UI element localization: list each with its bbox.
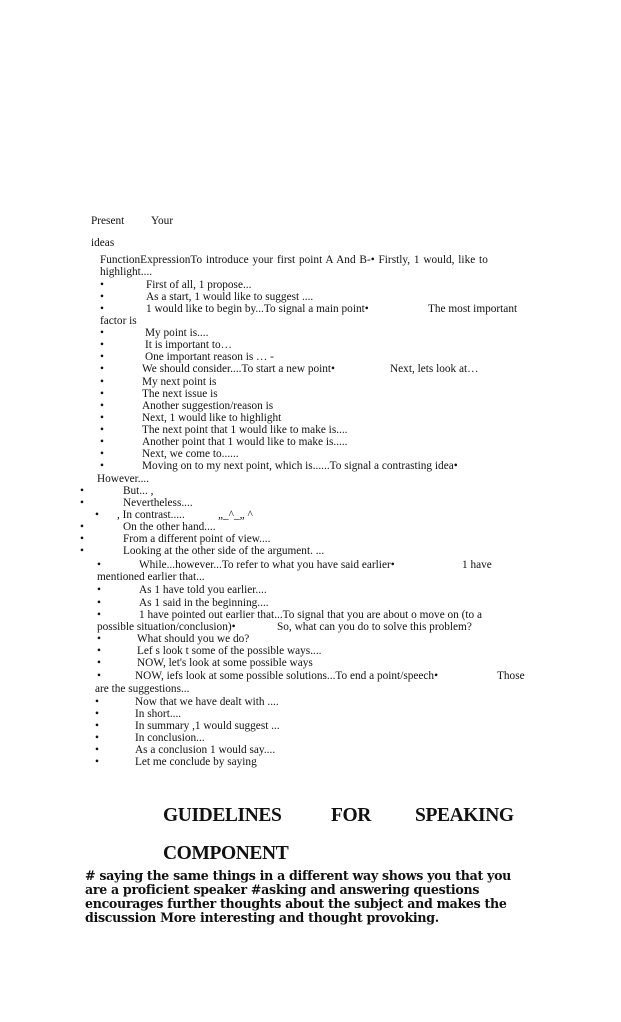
list-item: Next, we come to...... [142,448,239,460]
list-item-continuation: The most important [428,303,518,315]
heading-word-speaking: SPEAKING [415,805,514,826]
bullet: • [100,436,104,448]
list-item: As 1 have told you earlier.... [139,584,267,596]
bullet: • [97,584,101,596]
bullet: • [100,400,104,412]
list-item: Another suggestion/reason is [142,400,274,412]
list-item: The next issue is [142,388,218,400]
present-label: Present [91,215,125,227]
list-item: As a conclusion 1 would say.... [135,744,276,756]
bullet: • [95,708,99,720]
bullet: • [95,720,99,732]
list-item-continuation: „_^_„ ^ [218,509,253,521]
bullet: • [80,485,84,497]
bullet: • [100,291,104,303]
list-item: In summary ,1 would suggest ... [135,720,280,732]
list-item-continuation: So, what can you do to solve this problem? [277,621,472,633]
list-item: On the other hand.... [123,521,216,533]
list-item: First of all, 1 propose... [146,279,252,291]
bullet: • [100,424,104,436]
list-item: In conclusion... [135,732,205,744]
bullet: • [95,756,99,768]
bullet: • [100,279,104,291]
guidelines-paragraph: # saying the same things in a different way shows you that you are a proficient speaker #asking and answering questions encourages further thoughts about the subject and makes the discussion More interesting and thought provoking. [85,868,512,925]
bullet: • [100,460,104,472]
list-item: Nevertheless.... [123,497,193,509]
list-item: From a different point of view.... [123,533,271,545]
bullet: • [95,732,99,744]
bullet: • [97,657,101,669]
bullet: • [95,696,99,708]
bullet: • [100,339,104,351]
heading-word-component: COMPONENT [163,843,289,864]
list-item-continuation: Next, lets look at… [390,363,479,375]
list-item: Another point that 1 would like to make is..... [142,436,348,448]
bullet: • [95,744,99,756]
list-item: Next, 1 would like to highlight [142,412,282,424]
bullet: • [97,597,101,609]
list-item: Moving on to my next point, which is......To signal a contrasting idea• [142,460,458,472]
list-item: 1 would like to begin by...To signal a main point• [146,303,369,315]
bullet: • [95,509,99,521]
list-item-continuation: possible situation/conclusion)• [97,621,236,633]
list-item: While...however...To refer to what you have said earlier• [139,559,395,571]
list-item: It is important to… [145,339,232,351]
heading-word-for: FOR [331,805,371,826]
list-item: We should consider....To start a new point• [142,363,336,375]
bullet: • [97,609,101,621]
list-item-continuation: Those [497,670,525,682]
list-item: As a start, 1 would like to suggest .... [146,291,314,303]
list-item-continuation: factor is [100,315,137,327]
list-item: NOW, iefs look at some possible solutions...To end a point/speech• [135,670,439,682]
your-label: Your [151,215,174,227]
list-item-continuation: mentioned earlier that... [97,571,205,583]
list-item: As 1 said in the beginning.... [139,597,269,609]
list-item-continuation: are the suggestions... [95,683,190,695]
list-item: 1 have pointed out earlier that...To signal that you are about o move on (to a [139,609,483,621]
list-item: Lef s look t some of the possible ways.... [137,645,322,657]
bullet: • [97,559,101,571]
bullet: • [100,363,104,375]
bullet: • [80,545,84,557]
list-item: What should you we do? [137,633,250,645]
list-item: Looking at the other side of the argument. ... [123,545,325,557]
bullet: • [100,388,104,400]
bullet: • [100,376,104,388]
bullet: • [97,633,101,645]
bullet: • [80,497,84,509]
bullet: • [97,645,101,657]
list-item-continuation: 1 have [462,559,492,571]
ideas-label: ideas [91,237,115,249]
bullet: • [80,521,84,533]
list-item: Let me conclude by saying [135,756,257,768]
intro-block: FunctionExpressionTo introduce your first point A And B-• Firstly, 1 would, like to highlight.... [100,254,488,278]
list-item: In short.... [135,708,182,720]
bullet: • [100,448,104,460]
heading-word-guidelines: GUIDELINES [163,805,282,826]
list-item: Now that we have dealt with .... [135,696,279,708]
list-item: My point is.... [145,327,209,339]
list-item: My next point is [142,376,217,388]
bullet: • [100,327,104,339]
bullet: • [100,412,104,424]
list-item: One important reason is … - [145,351,274,363]
list-item: The next point that 1 would like to make is.... [142,424,348,436]
list-item: But... , [123,485,154,497]
list-item: NOW, let's look at some possible ways [137,657,313,669]
bullet: • [100,351,104,363]
list-item: , In contrast..... [117,509,185,521]
bullet: • [80,533,84,545]
bullet: • [97,670,101,682]
list-item-continuation: However.... [97,473,150,485]
bullet: • [100,303,104,315]
